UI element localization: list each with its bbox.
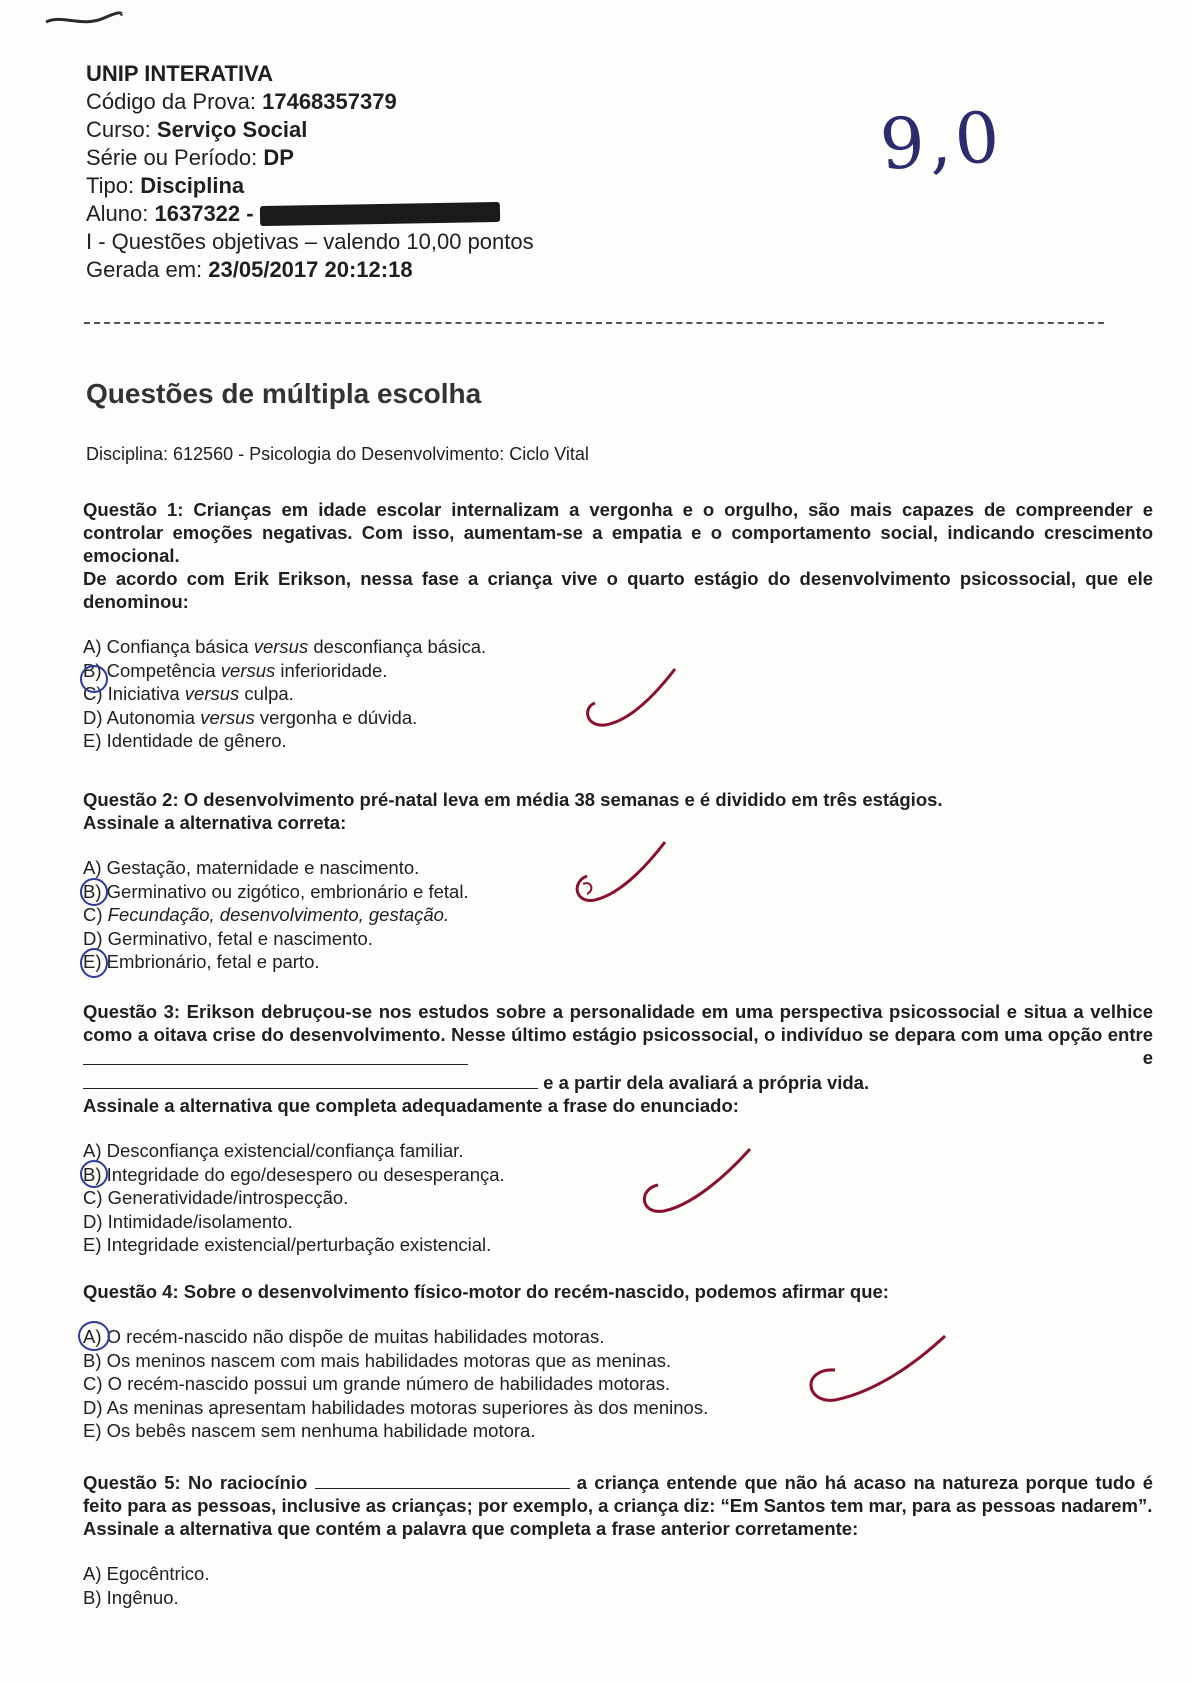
- check-mark-icon: [795, 1330, 955, 1410]
- option-c: C) Iniciativa versus culpa.: [83, 683, 294, 704]
- disciplina-line: Disciplina: 612560 - Psicologia do Desenvolvimento: Ciclo Vital: [86, 444, 589, 464]
- option-b: B) Germinativo ou zigótico, embrionário e fetal.: [83, 880, 469, 902]
- option-c: C) Fecundação, desenvolvimento, gestação.: [83, 904, 450, 925]
- option-a: A) Gestação, maternidade e nascimento.: [83, 857, 420, 878]
- option-d: D) Autonomia versus vergonha e dúvida.: [83, 706, 418, 728]
- option-b: B) Competência versus inferioridade.: [83, 659, 388, 681]
- answer-circle-mark: [80, 665, 108, 693]
- option-b: B) Integridade do ego/desespero ou desesperança.: [83, 1163, 505, 1185]
- option-b: B) Ingênuo.: [83, 1586, 179, 1608]
- check-mark-icon: [630, 1145, 760, 1225]
- answer-circle-mark: [80, 948, 108, 978]
- question-5: [83, 1470, 1153, 1609]
- option-a: A) Desconfiança existencial/confiança familiar.: [83, 1140, 464, 1161]
- tipo: Tipo: Disciplina: [86, 173, 245, 198]
- check-mark-icon: [565, 840, 675, 910]
- exam-header: [86, 60, 534, 284]
- fill-blank: [83, 1070, 538, 1089]
- option-a: A) O recém-nascido não dispõe de muitas habilidades motoras.: [83, 1326, 605, 1347]
- question-4: [83, 1280, 1153, 1443]
- serie-periodo: Série ou Período: DP: [86, 145, 294, 170]
- codigo-prova: Código da Prova: 17468357379: [86, 89, 397, 114]
- answer-circle-mark: [80, 1160, 108, 1188]
- option-a: A) Egocêntrico.: [83, 1563, 210, 1584]
- dashed-divider: [84, 322, 1104, 324]
- pen-scribble-mark: [42, 10, 124, 30]
- gerada-em: Gerada em: 23/05/2017 20:12:18: [86, 257, 413, 282]
- option-d: D) Intimidade/isolamento.: [83, 1210, 293, 1232]
- option-c: C) Generatividade/introspecção.: [83, 1187, 349, 1208]
- aluno: Aluno: 1637322 -: [86, 200, 534, 228]
- answer-circle-mark: [80, 878, 108, 906]
- redacted-name-bar: [260, 202, 500, 226]
- curso: Curso: Serviço Social: [86, 117, 308, 142]
- options-list: [83, 1325, 1153, 1443]
- options-list: [83, 1562, 1153, 1609]
- option-d: D) As meninas apresentam habilidades motoras superiores às dos meninos.: [83, 1396, 709, 1418]
- answer-circle-mark: [78, 1321, 110, 1351]
- option-b: B) Os meninos nascem com mais habilidades motoras que as meninas.: [83, 1349, 672, 1371]
- question-stem: Questão 1: Crianças em idade escolar internalizam a vergonha e o orgulho, são mais capazes de compreender e controlar emoções negativas. Com isso, aumentam-se a empatia e o comportamento social, indicando crescimento emocional. De acordo com Erik Erikson, nessa fase a criança vive o quarto estágio do desenvolvimento psicossocial, que ele denominou:: [83, 499, 1153, 612]
- check-mark-icon: [575, 665, 685, 735]
- option-e: E) Integridade existencial/perturbação existencial.: [83, 1234, 492, 1255]
- fill-blank: [83, 1046, 468, 1065]
- institution-name: UNIP INTERATIVA: [86, 61, 274, 86]
- section-title: Questões de múltipla escolha: [86, 378, 482, 409]
- option-e: E) Identidade de gênero.: [83, 730, 287, 751]
- question-stem: Questão 2: O desenvolvimento pré-natal leva em média 38 semanas e é dividido em três estágios. Assinale a alternativa correta:: [83, 789, 943, 833]
- option-c: C) O recém-nascido possui um grande número de habilidades motoras.: [83, 1373, 671, 1394]
- question-3: [83, 1000, 1153, 1257]
- fill-blank: [315, 1470, 570, 1489]
- option-a: A) Confiança básica versus desconfiança básica.: [83, 636, 487, 657]
- questoes-line: I - Questões objetivas – valendo 10,00 pontos: [86, 229, 534, 254]
- handwritten-grade: 9,0: [877, 95, 1007, 187]
- question-stem: Questão 4: Sobre o desenvolvimento físico-motor do recém-nascido, podemos afirmar que:: [83, 1281, 889, 1302]
- options-list: [83, 1139, 1153, 1257]
- question-stem: Questão 3: Erikson debruçou-se nos estudos sobre a personalidade em uma perspectiva psicossocial e situa a velhice como a oitava crise do desenvolvimento. Nesse último estágio psicossocial, o indivíduo se depara com uma opção entre e e a partir dela avaliará a própria vida. Assinale a alternativa que completa adequadamente a frase do enunciado:: [83, 1001, 1153, 1116]
- option-d: D) Germinativo, fetal e nascimento.: [83, 927, 373, 949]
- option-e: E) Os bebês nascem sem nenhuma habilidade motora.: [83, 1420, 536, 1441]
- question-stem: Questão 5: No raciocínio a criança entende que não há acaso na natureza porque tudo é feito para as pessoas, inclusive as crianças; por exemplo, a criança diz: “Em Santos tem mar, para as pessoas nadarem”. Assinale a alternativa que contém a palavra que completa a frase anterior corretamente:: [83, 1472, 1154, 1539]
- option-e: E) Embrionário, fetal e parto.: [83, 951, 320, 972]
